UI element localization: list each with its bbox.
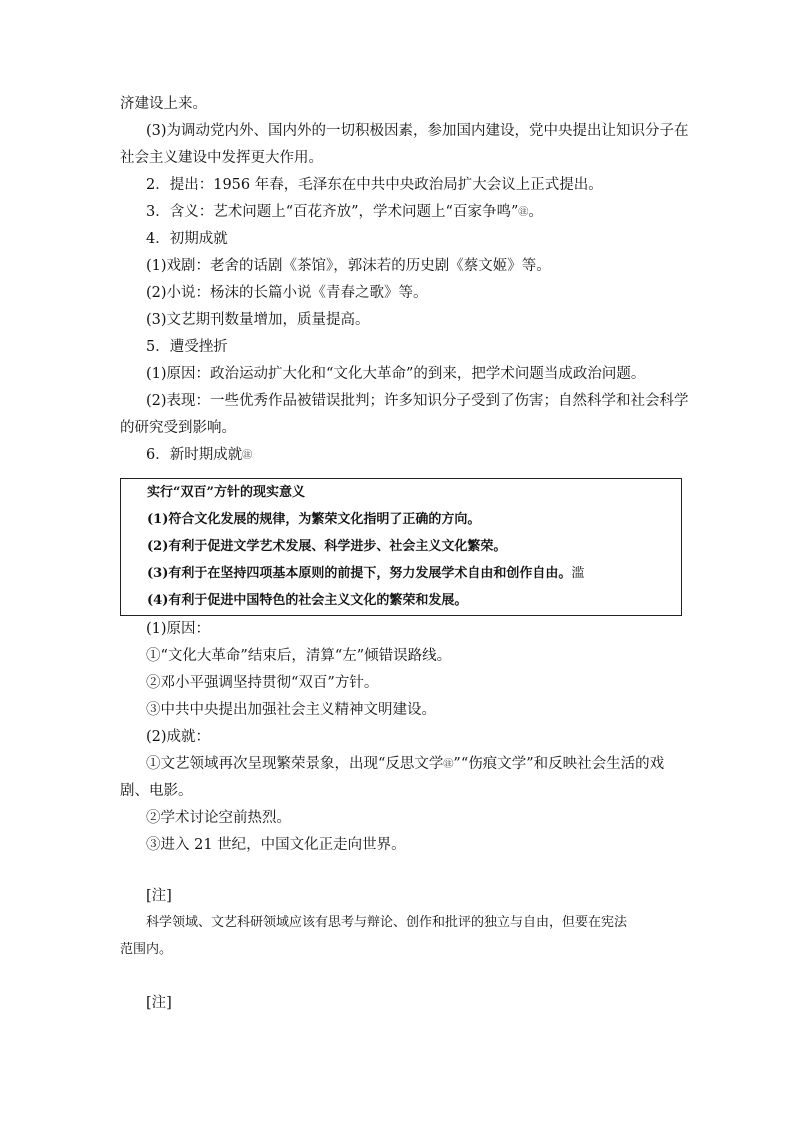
box-item-text: (3)有利于在坚持四项基本原则的前提下，努力发展学术自由和创作自由。 [147,566,572,581]
text-line: ③进入 21 世纪，中国文化正走向世界。 [146,837,406,853]
text-line: ②学术讨论空前热烈。 [146,810,291,826]
stray-character: 滥 [571,566,585,581]
section-heading: 4．初期成就 [146,231,228,247]
text-line: (3)为调动党内外、国内外的一切积极因素，参加国内建设，党中央提出让知识分子在 [146,123,689,139]
text-line: (2)表现：一些优秀作品被错误批判；许多知识分子受到了伤害；自然科学和社会科学 [146,393,689,409]
note-text: 范围内。 [120,942,173,957]
text-line: (2)成就： [146,729,211,745]
text-line: (1)戏剧：老舍的话剧《茶馆》，郭沫若的历史剧《蔡文姬》等。 [146,258,551,274]
text-line: 2．提出：1956 年春，毛泽东在中共中央政治局扩大会议上正式提出。 [146,177,603,193]
box-item [147,565,584,583]
note-marker-icon: ㊟ [242,450,253,461]
achievement-text-cont: ”“伤痕文学”和反映社会生活的戏 [453,756,665,772]
box-item: (4)有利于促进中国特色的社会主义文化的繁荣和发展。 [147,593,468,608]
text-line: ②邓小平强调坚持贯彻“双百”方针。 [146,675,379,691]
box-title: 实行“双百”方针的现实意义 [147,485,305,500]
text-line: (2)小说：杨沫的长篇小说《青春之歌》等。 [146,285,428,301]
meaning-end: 。 [528,204,543,220]
section-heading: 5．遭受挫折 [146,339,228,355]
box-item: (1)符合文化发展的规律，为繁荣文化指明了正确的方向。 [147,512,481,527]
text-line: 济建设上来。 [120,96,207,112]
text-line: ①“文化大革命”结束后，清算“左”倾错误路线。 [146,648,452,664]
note-marker-icon: ㊟ [518,207,529,218]
text-line: ③中共中央提出加强社会主义精神文明建设。 [146,702,436,718]
text-line [146,754,706,775]
note-text: 科学领域、文艺科研领域应该有思考与辩论、创作和批评的独立与自由，但要在宪法 [146,915,628,930]
significance-box [120,478,682,616]
meaning-text: 3．含义：艺术问题上“百花齐放”，学术问题上“百家争鸣” [146,204,519,220]
note-label: [注] [146,995,172,1011]
text-line: (3)文艺期刊数量增加，质量提高。 [146,312,370,328]
text-line [146,202,706,223]
section-heading [146,445,706,466]
new-era-heading: 6．新时期成就 [146,447,243,463]
box-item: (2)有利于促进文学艺术发展、科学进步、社会主义文化繁荣。 [147,539,507,554]
achievement-text: ①文艺领域再次呈现繁荣景象，出现“反思文学 [146,756,444,772]
text-line: 的研究受到影响。 [120,420,236,436]
text-line: 剧、电影。 [120,783,193,799]
text-line: (1)原因：政治运动扩大化和“文化大革命”的到来，把学术问题当成政治问题。 [146,366,646,382]
note-label: [注] [146,888,172,904]
note-marker-icon: ㊟ [443,759,454,770]
text-line: (1)原因： [146,621,211,637]
text-line: 社会主义建设中发挥更大作用。 [120,150,323,166]
